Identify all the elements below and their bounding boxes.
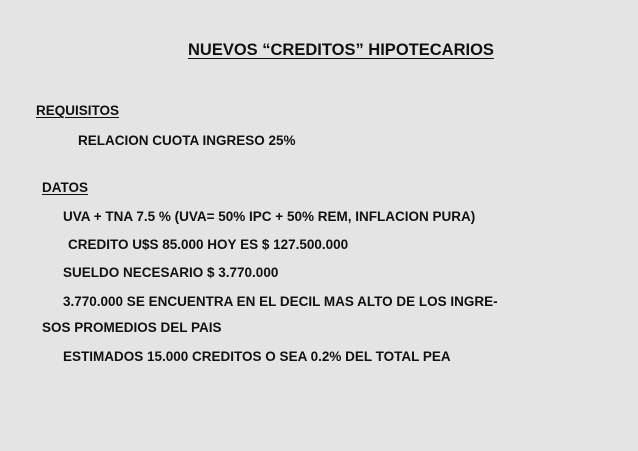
datos-line-3: SUELDO NECESARIO $ 3.770.000 <box>63 265 279 280</box>
requisitos-line: RELACION CUOTA INGRESO 25% <box>78 133 296 148</box>
requisitos-heading: REQUISITOS <box>36 103 120 118</box>
datos-line-4: 3.770.000 SE ENCUENTRA EN EL DECIL MAS ALTO DE LOS INGRE- <box>63 294 498 309</box>
datos-heading: DATOS <box>42 180 89 195</box>
datos-line-6: ESTIMADOS 15.000 CREDITOS O SEA 0.2% DEL TOTAL PEA <box>63 349 451 364</box>
slide-title: NUEVOS “CREDITOS” HIPOTECARIOS <box>188 41 494 59</box>
datos-line-2: CREDITO U$S 85.000 HOY ES $ 127.500.000 <box>68 237 349 252</box>
datos-line-5: SOS PROMEDIOS DEL PAIS <box>42 320 222 335</box>
datos-line-1: UVA + TNA 7.5 % (UVA= 50% IPC + 50% REM, INFLACION PURA) <box>63 209 476 224</box>
